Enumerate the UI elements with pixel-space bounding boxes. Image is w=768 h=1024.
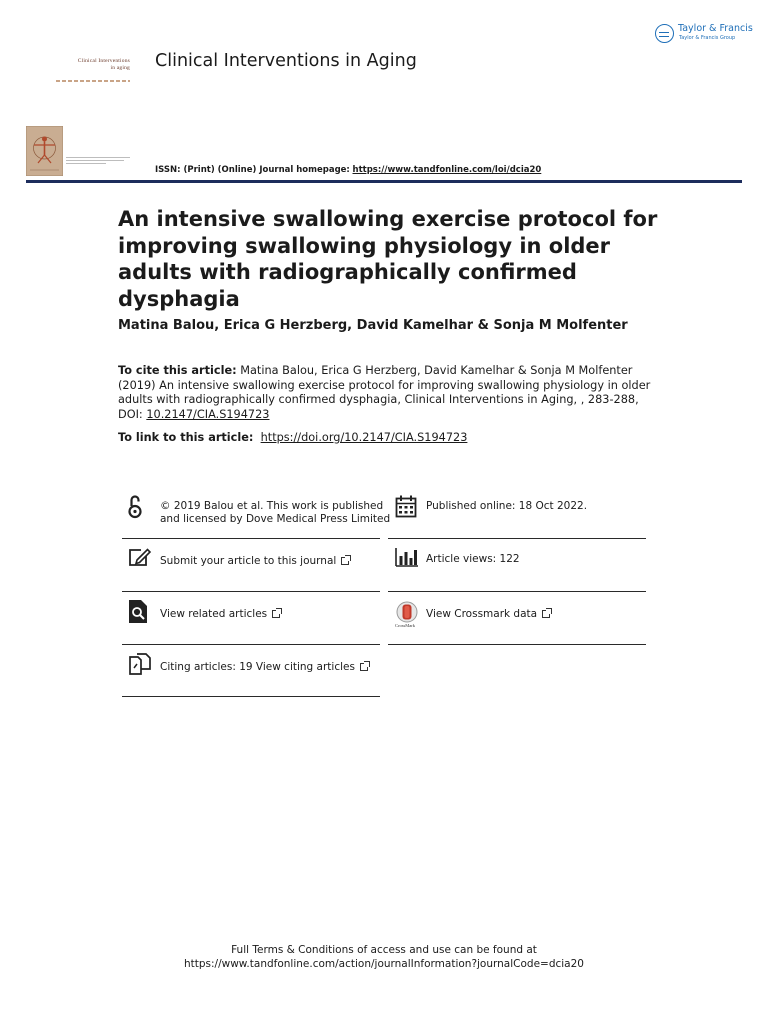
external-link-icon	[360, 663, 368, 671]
citing-articles-link[interactable]	[160, 661, 368, 674]
article-title: An intensive swallowing exercise protocol for improving swallowing physiology in older adults with radiographically confirmed dysphagia	[118, 207, 658, 311]
journal-name: Clinical Interventions in Aging	[155, 51, 417, 71]
divider	[122, 591, 380, 592]
crossmark-icon-label: CrossMark	[395, 623, 415, 628]
crossmark-label: View Crossmark data	[426, 608, 538, 620]
divider	[122, 644, 380, 645]
publisher-logo[interactable]	[655, 22, 755, 48]
citing-articles-label: Citing articles: 19 View citing articles	[160, 661, 355, 673]
footer-terms-line1: Full Terms & Conditions of access and use can be found at	[231, 944, 537, 956]
related-articles-label: View related articles	[160, 608, 268, 620]
header-divider	[26, 180, 742, 183]
submit-article-link[interactable]	[160, 555, 349, 568]
crossmark-link[interactable]	[426, 608, 550, 621]
journal-homepage-link[interactable]: https://www.tandfonline.com/loi/dcia20	[352, 165, 542, 175]
taylor-francis-logo-icon	[655, 24, 674, 43]
divider	[122, 538, 380, 539]
article-doi-link[interactable]: https://doi.org/10.2147/CIA.S194723	[260, 431, 468, 444]
divider	[388, 538, 646, 539]
citation-block	[118, 364, 658, 422]
external-link-icon	[341, 557, 349, 565]
cite-text: Matina Balou, Erica G Herzberg, David Kamelhar & Sonja M Molfenter (2019) An intensive swallowing exercise protocol for improving swallowing physiology in older adults with radiographically confirmed dysphagia, Clinical Interventions in Aging, , 283-288, DOI:	[118, 364, 651, 421]
calendar-icon	[395, 495, 417, 518]
divider	[388, 591, 646, 592]
issn-label: ISSN: (Print) (Online) Journal homepage:	[155, 165, 350, 175]
published-date: Published online: 18 Oct 2022.	[426, 500, 588, 512]
related-articles-link[interactable]	[160, 608, 280, 621]
article-views: Article views: 122	[426, 553, 520, 565]
journal-cover-caption	[66, 157, 130, 167]
divider	[388, 644, 646, 645]
link-label: To link to this article:	[118, 431, 254, 444]
external-link-icon	[542, 610, 550, 618]
search-document-icon	[128, 599, 148, 624]
cite-doi-link[interactable]: 10.2147/CIA.S194723	[146, 407, 270, 421]
license-line1: © 2019 Balou et al. This work is published	[160, 500, 384, 512]
divider	[122, 696, 380, 697]
issn-line	[155, 165, 541, 175]
submit-article-label: Submit your article to this journal	[160, 555, 337, 567]
bar-chart-icon	[395, 547, 419, 567]
citing-articles-icon	[128, 652, 152, 676]
article-link-line	[118, 431, 467, 444]
publisher-logo-subtext: Taylor & Francis Group	[679, 35, 736, 41]
mini-cover-title-line1: Clinical Interventions	[77, 58, 130, 64]
open-access-icon	[127, 494, 143, 520]
license-text	[160, 500, 390, 526]
publisher-logo-text: Taylor & Francis	[678, 23, 753, 34]
journal-cover-thumbnail	[26, 126, 63, 176]
mini-cover-title-line2: in aging	[110, 65, 130, 71]
article-authors: Matina Balou, Erica G Herzberg, David Kamelhar & Sonja M Molfenter	[118, 318, 628, 333]
cite-label: To cite this article:	[118, 364, 237, 377]
license-line2: and licensed by Dove Medical Press Limited	[160, 513, 391, 525]
external-link-icon	[272, 610, 280, 618]
edit-icon	[128, 547, 152, 567]
footer-terms-link[interactable]: https://www.tandfonline.com/action/journalInformation?journalCode=dcia20	[184, 958, 584, 970]
mini-cover-divider	[56, 80, 130, 82]
